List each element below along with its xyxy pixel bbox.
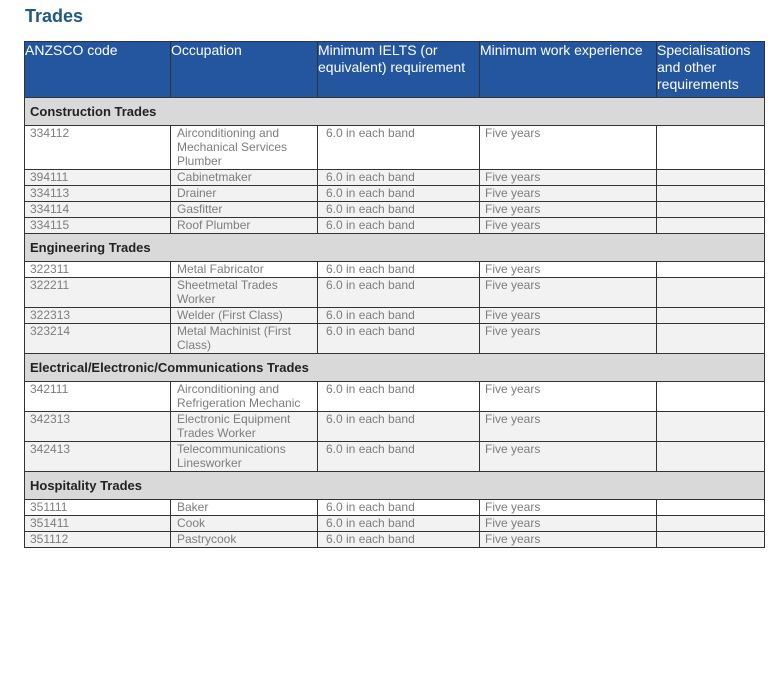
ielts-cell: 6.0 in each band — [318, 278, 480, 308]
section-row — [25, 354, 765, 382]
requirements-cell — [657, 186, 765, 202]
table-row — [25, 442, 765, 472]
occupation-cell: Electronic Equipment Trades Worker — [171, 412, 318, 442]
ielts-cell: 6.0 in each band — [318, 532, 480, 548]
code-cell: 342313 — [25, 412, 171, 442]
requirements-cell — [657, 278, 765, 308]
occupation-cell: Airconditioning and Refrigeration Mechanic — [171, 382, 318, 412]
table-row — [25, 532, 765, 548]
occupation-cell: Drainer — [171, 186, 318, 202]
ielts-cell: 6.0 in each band — [318, 324, 480, 354]
code-cell: 334115 — [25, 218, 171, 234]
header-minimum-work-experience: Minimum work experience — [480, 42, 657, 98]
experience-cell: Five years — [480, 202, 657, 218]
table-row — [25, 412, 765, 442]
code-cell: 394111 — [25, 170, 171, 186]
occupation-cell: Airconditioning and Mechanical Services Plumber — [171, 126, 318, 170]
occupation-cell: Pastrycook — [171, 532, 318, 548]
occupation-cell: Baker — [171, 500, 318, 516]
code-cell: 322311 — [25, 262, 171, 278]
experience-cell: Five years — [480, 500, 657, 516]
code-cell: 334113 — [25, 186, 171, 202]
ielts-cell: 6.0 in each band — [318, 186, 480, 202]
table-row — [25, 324, 765, 354]
ielts-cell: 6.0 in each band — [318, 382, 480, 412]
header-occupation: Occupation — [171, 42, 318, 98]
section-row — [25, 98, 765, 126]
occupation-cell: Metal Machinist (First Class) — [171, 324, 318, 354]
occupation-cell: Gasfitter — [171, 202, 318, 218]
experience-cell: Five years — [480, 126, 657, 170]
ielts-cell: 6.0 in each band — [318, 516, 480, 532]
ielts-cell: 6.0 in each band — [318, 170, 480, 186]
code-cell: 342413 — [25, 442, 171, 472]
ielts-cell: 6.0 in each band — [318, 126, 480, 170]
section-row — [25, 472, 765, 500]
occupation-cell: Telecommunications Linesworker — [171, 442, 318, 472]
experience-cell: Five years — [480, 442, 657, 472]
header-anzsco-code: ANZSCO code — [25, 42, 171, 98]
requirements-cell — [657, 126, 765, 170]
section-row — [25, 234, 765, 262]
occupation-cell: Cabinetmaker — [171, 170, 318, 186]
table-row — [25, 382, 765, 412]
table-body — [25, 98, 765, 548]
ielts-cell: 6.0 in each band — [318, 442, 480, 472]
section-heading: Electrical/Electronic/Communications Trades — [25, 354, 765, 382]
code-cell: 342111 — [25, 382, 171, 412]
header-minimum-ielts: Minimum IELTS (or equivalent) requirement — [318, 42, 480, 98]
table-row — [25, 202, 765, 218]
requirements-cell — [657, 516, 765, 532]
requirements-cell — [657, 324, 765, 354]
table-header — [25, 42, 765, 98]
code-cell: 322211 — [25, 278, 171, 308]
experience-cell: Five years — [480, 412, 657, 442]
ielts-cell: 6.0 in each band — [318, 262, 480, 278]
section-heading: Construction Trades — [25, 98, 765, 126]
requirements-cell — [657, 308, 765, 324]
requirements-cell — [657, 202, 765, 218]
header-specialisations: Specialisations and other requirements — [657, 42, 765, 98]
table-row — [25, 500, 765, 516]
occupation-cell: Sheetmetal Trades Worker — [171, 278, 318, 308]
table-row — [25, 126, 765, 170]
requirements-cell — [657, 412, 765, 442]
section-heading: Hospitality Trades — [25, 472, 765, 500]
experience-cell: Five years — [480, 532, 657, 548]
experience-cell: Five years — [480, 308, 657, 324]
requirements-cell — [657, 218, 765, 234]
experience-cell: Five years — [480, 516, 657, 532]
code-cell: 351112 — [25, 532, 171, 548]
code-cell: 351111 — [25, 500, 171, 516]
experience-cell: Five years — [480, 382, 657, 412]
occupation-cell: Cook — [171, 516, 318, 532]
ielts-cell: 6.0 in each band — [318, 218, 480, 234]
table-row — [25, 262, 765, 278]
requirements-cell — [657, 382, 765, 412]
table-row — [25, 278, 765, 308]
experience-cell: Five years — [480, 170, 657, 186]
table-row — [25, 218, 765, 234]
occupation-cell: Roof Plumber — [171, 218, 318, 234]
occupation-cell: Welder (First Class) — [171, 308, 318, 324]
experience-cell: Five years — [480, 324, 657, 354]
ielts-cell: 6.0 in each band — [318, 202, 480, 218]
requirements-cell — [657, 500, 765, 516]
experience-cell: Five years — [480, 218, 657, 234]
ielts-cell: 6.0 in each band — [318, 308, 480, 324]
header-row — [25, 42, 765, 98]
section-heading: Engineering Trades — [25, 234, 765, 262]
requirements-cell — [657, 170, 765, 186]
trades-table — [24, 41, 765, 548]
ielts-cell: 6.0 in each band — [318, 412, 480, 442]
page-title: Trades — [25, 6, 84, 26]
experience-cell: Five years — [480, 262, 657, 278]
table-row — [25, 170, 765, 186]
occupation-cell: Metal Fabricator — [171, 262, 318, 278]
table-row — [25, 516, 765, 532]
requirements-cell — [657, 442, 765, 472]
experience-cell: Five years — [480, 278, 657, 308]
code-cell: 322313 — [25, 308, 171, 324]
code-cell: 323214 — [25, 324, 171, 354]
table-row — [25, 308, 765, 324]
code-cell: 334114 — [25, 202, 171, 218]
requirements-cell — [657, 532, 765, 548]
code-cell: 334112 — [25, 126, 171, 170]
requirements-cell — [657, 262, 765, 278]
code-cell: 351411 — [25, 516, 171, 532]
ielts-cell: 6.0 in each band — [318, 500, 480, 516]
experience-cell: Five years — [480, 186, 657, 202]
table-row — [25, 186, 765, 202]
